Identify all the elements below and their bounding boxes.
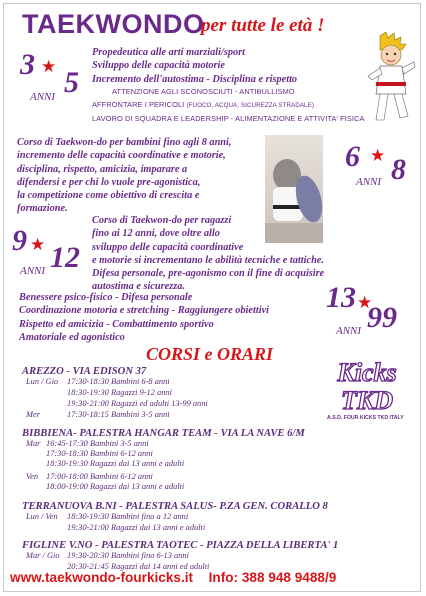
- location-bibbiena: [22, 428, 402, 495]
- day-label: Mar / Gio: [26, 551, 60, 560]
- time-slot: 18:30-19:30 Ragazzi dai 13 anni e adulti: [46, 459, 185, 468]
- anni-label: ANNI: [20, 265, 46, 277]
- group1-small-2a: AFFRONTARE I PERICOLI: [92, 100, 185, 109]
- time-slot: 18:30-19:30 Bambini fino a 12 anni: [67, 512, 189, 521]
- red-star-icon: ★: [41, 57, 57, 76]
- logo-line2: TKD: [341, 386, 393, 413]
- location-figline: [22, 540, 402, 573]
- location-name: FIGLINE V.NO - PALESTRA TAOTEC - PIAZZA DELLA LIBERTA' 1: [22, 540, 339, 551]
- anni-label: ANNI: [356, 176, 382, 188]
- time-slot: 17:00-18:00 Bambini 6-12 anni: [46, 472, 153, 481]
- time-slot: 17:30-18:30 Bambini 6-8 anni: [67, 377, 170, 386]
- logo-subtitle: A.S.D. FOUR KICKS TKD ITALY: [327, 415, 404, 421]
- taekwondo-kid-illustration: [366, 32, 416, 124]
- age-from-6: 6: [345, 140, 360, 173]
- day-label: Lun / Gio: [26, 377, 59, 386]
- schedule: [22, 366, 402, 573]
- age-to-99: 99: [367, 301, 397, 334]
- group3-line: fino ai 12 anni, dove oltre allo: [92, 228, 220, 240]
- age-from-3: 3: [20, 48, 35, 81]
- group2-line: disciplina, rispetto, amicizia, imparare a: [17, 163, 188, 175]
- location-arezzo: [22, 366, 402, 422]
- red-star-icon: ★: [357, 293, 373, 312]
- location-rows: [22, 377, 402, 422]
- tagline: per tutte le età !: [201, 15, 325, 36]
- location-terranuova: [22, 501, 402, 534]
- group3-lines: [92, 214, 412, 294]
- group3-line: Corso di Taekwon-do per ragazzi: [92, 215, 232, 226]
- page-title: TAEKWONDO: [22, 9, 205, 39]
- time-slot: 19:30-20:30 Bambini fino 6-13 anni: [67, 551, 189, 560]
- group3-line: sviluppo delle capacità coordinative: [92, 241, 244, 253]
- group1-small-1: ATTENZIONE AGLI SCONOSCIUTI - ANTIBULLISMO: [112, 87, 295, 96]
- group4-line: Coordinazione motoria e stretching - Raggiungere obiettivi: [19, 305, 270, 317]
- anni-label: ANNI: [336, 325, 362, 337]
- day-label: Mar: [26, 439, 41, 448]
- group3-line: autostima e sicurezza.: [92, 281, 185, 293]
- group2-line: formazione.: [17, 203, 68, 215]
- day-label: Mer: [26, 410, 40, 419]
- website-link[interactable]: www.taekwondo-fourkicks.it: [10, 570, 194, 585]
- time-slot: 17:30-18:15 Bambini 3-5 anni: [67, 410, 170, 419]
- time-slot: 19:30-21:00 Ragazzi ed adulti 13-99 anni: [67, 399, 208, 408]
- group1-small-2b: (FUOCO, ACQUA, SICUREZZA STRADALE): [186, 102, 314, 109]
- group1-small-3: LAVORO DI SQUADRA E LEADERSHIP - ALIMENTAZIONE E ATTIVITA' FISICA: [92, 114, 365, 123]
- group1-line: Incremento dell'autostima - Disciplina e rispetto: [92, 73, 298, 85]
- location-name: BIBBIENA- PALESTRA HANGAR TEAM - VIA LA NAVE 6/M: [22, 428, 305, 439]
- red-star-icon: ★: [370, 146, 386, 165]
- group4-line: Rispetto ed amicizia - Combattimento sportivo: [19, 318, 214, 330]
- group1-small-2: [92, 100, 314, 109]
- group2-line: incremento delle capacità coordinative e motorie,: [17, 150, 226, 162]
- corsi-title: CORSI e ORARI: [146, 344, 274, 364]
- logo-line1: Kicks: [337, 358, 397, 387]
- age-to-12: 12: [50, 241, 80, 274]
- time-slot: 18:30-19:30 Ragazzi 9-12 anni: [67, 388, 172, 397]
- age-from-9: 9: [12, 224, 27, 257]
- group2-line: la competizione come obiettivo di crescita e: [17, 190, 200, 202]
- group2-line: difendersi e per chi lo vuole pre-agonistica,: [17, 176, 201, 188]
- age-from-13: 13: [326, 281, 356, 314]
- day-label: Ven: [26, 472, 39, 481]
- group1-line: Propedeutica alle arti marziali/sport: [92, 47, 246, 58]
- red-star-icon: ★: [30, 235, 46, 254]
- group1-lines: [92, 46, 372, 86]
- group3-line: Difesa personale, pre-agonismo con il fine di acquisire: [92, 268, 325, 280]
- group4-lines: [19, 291, 319, 344]
- group3-line: e motorie si incrementano le abilità tecniche e tattiche.: [92, 254, 324, 266]
- footer: [10, 570, 336, 585]
- age-to-8: 8: [391, 153, 406, 186]
- time-slot: 18:00-19:00 Ragazzi dai 13 anni e adulti: [46, 482, 185, 491]
- time-slot: 20:30-21:45 Ragazzi dai 14 anni ed adulti: [67, 562, 210, 571]
- location-rows: [22, 439, 402, 495]
- group2-line: Corso di Taekwon-do per bambini fino agli 8 anni,: [17, 137, 232, 148]
- time-slot: 16:45-17:30 Bambini 3-5 anni: [46, 439, 149, 448]
- location-name: TERRANUOVA B.NI - PALESTRA SALUS- P.ZA GEN. CORALLO 8: [22, 501, 328, 512]
- day-label: Lun / Ven: [26, 512, 58, 521]
- anni-label: ANNI: [30, 91, 56, 103]
- time-slot: 17:30-18:30 Bambini 6-12 anni: [46, 449, 153, 458]
- group4-line: Benessere psico-fisico - Difesa personale: [19, 292, 193, 303]
- group1-line: Sviluppo delle capacità motorie: [92, 60, 225, 72]
- location-rows: [22, 512, 402, 534]
- age-to-5: 5: [64, 66, 79, 99]
- location-name: AREZZO - VIA EDISON 37: [22, 366, 147, 377]
- group4-line: Amatoriale ed agonistico: [19, 331, 125, 343]
- group2-lines: [17, 136, 267, 216]
- time-slot: 19:30-21:00 Ragazzi dai 13 anni e adulti: [67, 523, 206, 532]
- phone-info: Info: 388 948 9488/9: [208, 570, 337, 585]
